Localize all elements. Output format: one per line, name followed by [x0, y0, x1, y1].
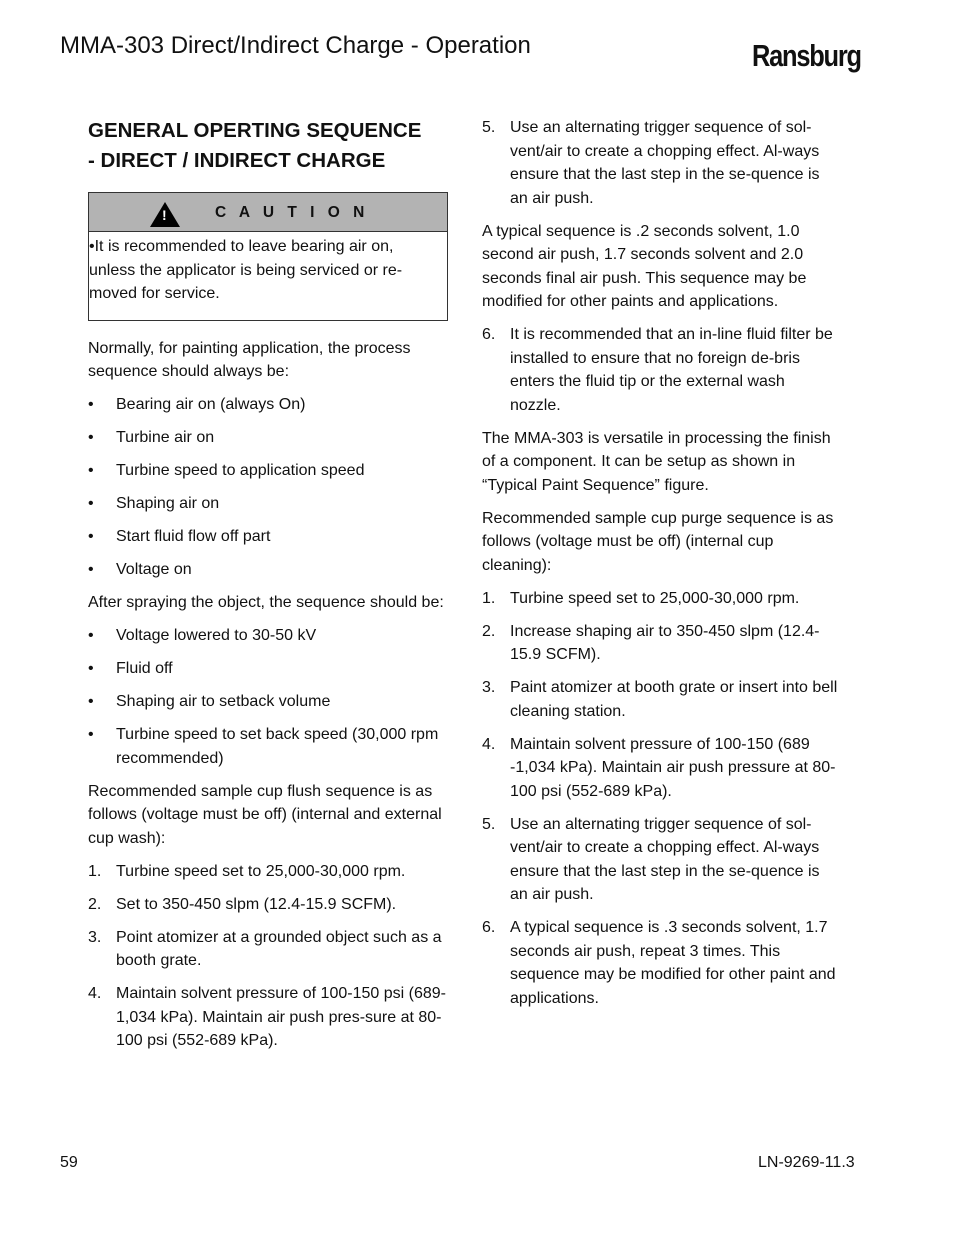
step-number: 3.: [482, 679, 496, 696]
step-text: It is recommended that an in-line fluid filter be installed to ensure that no foreign de-bris enters the fluid tip or the external wash nozzle.: [510, 326, 833, 414]
document-number: LN-9269-11.3: [758, 1154, 855, 1171]
bullet-text: Fluid off: [116, 660, 173, 677]
bullet-marker: •: [88, 528, 94, 545]
step-item: [482, 813, 838, 907]
step-item: [482, 676, 838, 723]
step-text: Increase shaping air to 350-450 slpm (12.4-15.9 SCFM).: [510, 622, 820, 663]
brand-logo: Ransburg: [752, 38, 861, 73]
flush-sequence-steps: [88, 860, 448, 1053]
caution-header: [89, 193, 447, 232]
step-number: 6.: [482, 919, 496, 936]
step-number: 5.: [482, 119, 496, 136]
bullet-item: [88, 624, 448, 648]
section-heading: [88, 116, 448, 176]
typical-sequence-paragraph: A typical sequence is .2 seconds solvent, 1.0 second air push, 1.7 seconds solvent and 2.0 seconds final air push. This sequence may be modified for other paints and applications.: [482, 222, 807, 310]
filter-step: [482, 323, 838, 417]
step-item: [88, 860, 448, 884]
purge-sequence-intro: Recommended sample cup purge sequence is as follows (voltage must be off) (internal cup cleaning):: [482, 509, 834, 574]
bullet-text: Turbine speed to application speed: [116, 462, 365, 479]
step-text: A typical sequence is .3 seconds solvent, 1.7 seconds air push, repeat 3 times. This sequence may be modified for other paint and applications.: [510, 919, 836, 1007]
bullet-text: Shaping air on: [116, 495, 220, 512]
page-number: 59: [60, 1154, 78, 1171]
bullet-text: Voltage lowered to 30-50 kV: [116, 627, 317, 644]
section-heading-line1: GENERAL OPERTING SEQUENCE: [88, 119, 422, 142]
step-text: Paint atomizer at booth grate or insert into bell cleaning station.: [510, 679, 838, 720]
step-text: Turbine speed set to 25,000-30,000 rpm.: [510, 589, 800, 607]
step-item: [88, 926, 448, 973]
caution-text: •It is recommended to leave bearing air on, unless the applicator is being serviced or re-moved for service.: [89, 238, 403, 302]
step-number: 2.: [88, 895, 102, 913]
step-number: 3.: [88, 928, 102, 946]
bullet-text: Turbine speed to set back speed (30,000 rpm recommended): [116, 726, 439, 767]
section-heading-line2: - DIRECT / INDIRECT CHARGE: [88, 149, 386, 172]
bullet-marker: •: [88, 627, 94, 644]
caution-label: C A U T I O N: [215, 204, 369, 221]
bullet-item: [88, 492, 448, 516]
after-spraying-list: [88, 624, 448, 770]
bullet-marker: •: [88, 660, 94, 677]
left-column: [88, 116, 448, 1062]
step-item: [482, 116, 838, 210]
bullet-item: [88, 459, 448, 483]
step-text: Use an alternating trigger sequence of sol-vent/air to create a chopping effect. Al-ways ensure that the last step in the se-quence is an air push.: [510, 119, 820, 207]
bullet-marker: •: [88, 495, 94, 512]
step-number: 6.: [482, 326, 496, 343]
bullet-item: [88, 558, 448, 582]
bullet-text: Voltage on: [116, 561, 192, 578]
bullet-item: [88, 690, 448, 714]
step-item: [482, 733, 838, 804]
step-text: Maintain solvent pressure of 100-150 psi (689-1,034 kPa). Maintain air push pres-sure at 80-100 psi (552-689 kPa).: [116, 985, 446, 1049]
bullet-item: [88, 426, 448, 450]
step-text: Maintain solvent pressure of 100-150 (689 -1,034 kPa). Maintain air push pressure at 80-100 psi (552-689 kPa).: [510, 735, 836, 800]
bullet-marker: •: [88, 429, 94, 446]
page-header-title: MMA-303 Direct/Indirect Charge - Operation: [60, 32, 531, 59]
bullet-item: [88, 723, 448, 770]
after-spraying-intro: After spraying the object, the sequence should be:: [88, 594, 444, 611]
bullet-text: Turbine air on: [116, 429, 215, 446]
step-number: 2.: [482, 622, 496, 640]
bullet-marker: •: [88, 462, 94, 479]
step-text: Set to 350-450 slpm (12.4-15.9 SCFM).: [116, 895, 397, 913]
bullet-text: Start fluid flow off part: [116, 528, 271, 545]
step-text: Point atomizer at a grounded object such as a booth grate.: [116, 928, 442, 969]
process-sequence-list: [88, 393, 448, 582]
bullet-marker: •: [88, 396, 94, 413]
bullet-item: [88, 525, 448, 549]
right-column: [482, 116, 838, 1020]
caution-box: [88, 192, 448, 321]
step-item: [482, 587, 838, 611]
purge-sequence-steps: [482, 587, 838, 1011]
step-item: [88, 982, 448, 1053]
bullet-item: [88, 393, 448, 417]
warning-icon: !: [150, 202, 180, 227]
flush-sequence-steps-continued: [482, 116, 838, 210]
step-number: 1.: [482, 589, 496, 607]
step-text: Use an alternating trigger sequence of sol-vent/air to create a chopping effect. Al-ways ensure that the last step in the se-quence is an air push.: [510, 815, 820, 903]
step-number: 1.: [88, 862, 102, 880]
bullet-marker: •: [88, 726, 94, 743]
step-number: 4.: [482, 735, 496, 753]
process-sequence-intro: Normally, for painting application, the process sequence should always be:: [88, 339, 411, 380]
bullet-item: [88, 657, 448, 681]
step-text: Turbine speed set to 25,000-30,000 rpm.: [116, 862, 406, 880]
versatility-paragraph: The MMA-303 is versatile in processing the finish of a component. It can be setup as shown in “Typical Paint Sequence” figure.: [482, 429, 831, 494]
bullet-text: Bearing air on (always On): [116, 396, 306, 413]
bullet-text: Shaping air to setback volume: [116, 693, 331, 710]
bullet-marker: •: [88, 693, 94, 710]
bullet-marker: •: [88, 561, 94, 578]
step-item: [482, 916, 838, 1010]
step-item: [482, 323, 838, 417]
flush-sequence-intro: Recommended sample cup flush sequence is as follows (voltage must be off) (internal and external cup wash):: [88, 782, 442, 847]
step-number: 5.: [482, 815, 496, 833]
step-item: [482, 620, 838, 667]
step-number: 4.: [88, 985, 102, 1002]
step-item: [88, 893, 448, 917]
